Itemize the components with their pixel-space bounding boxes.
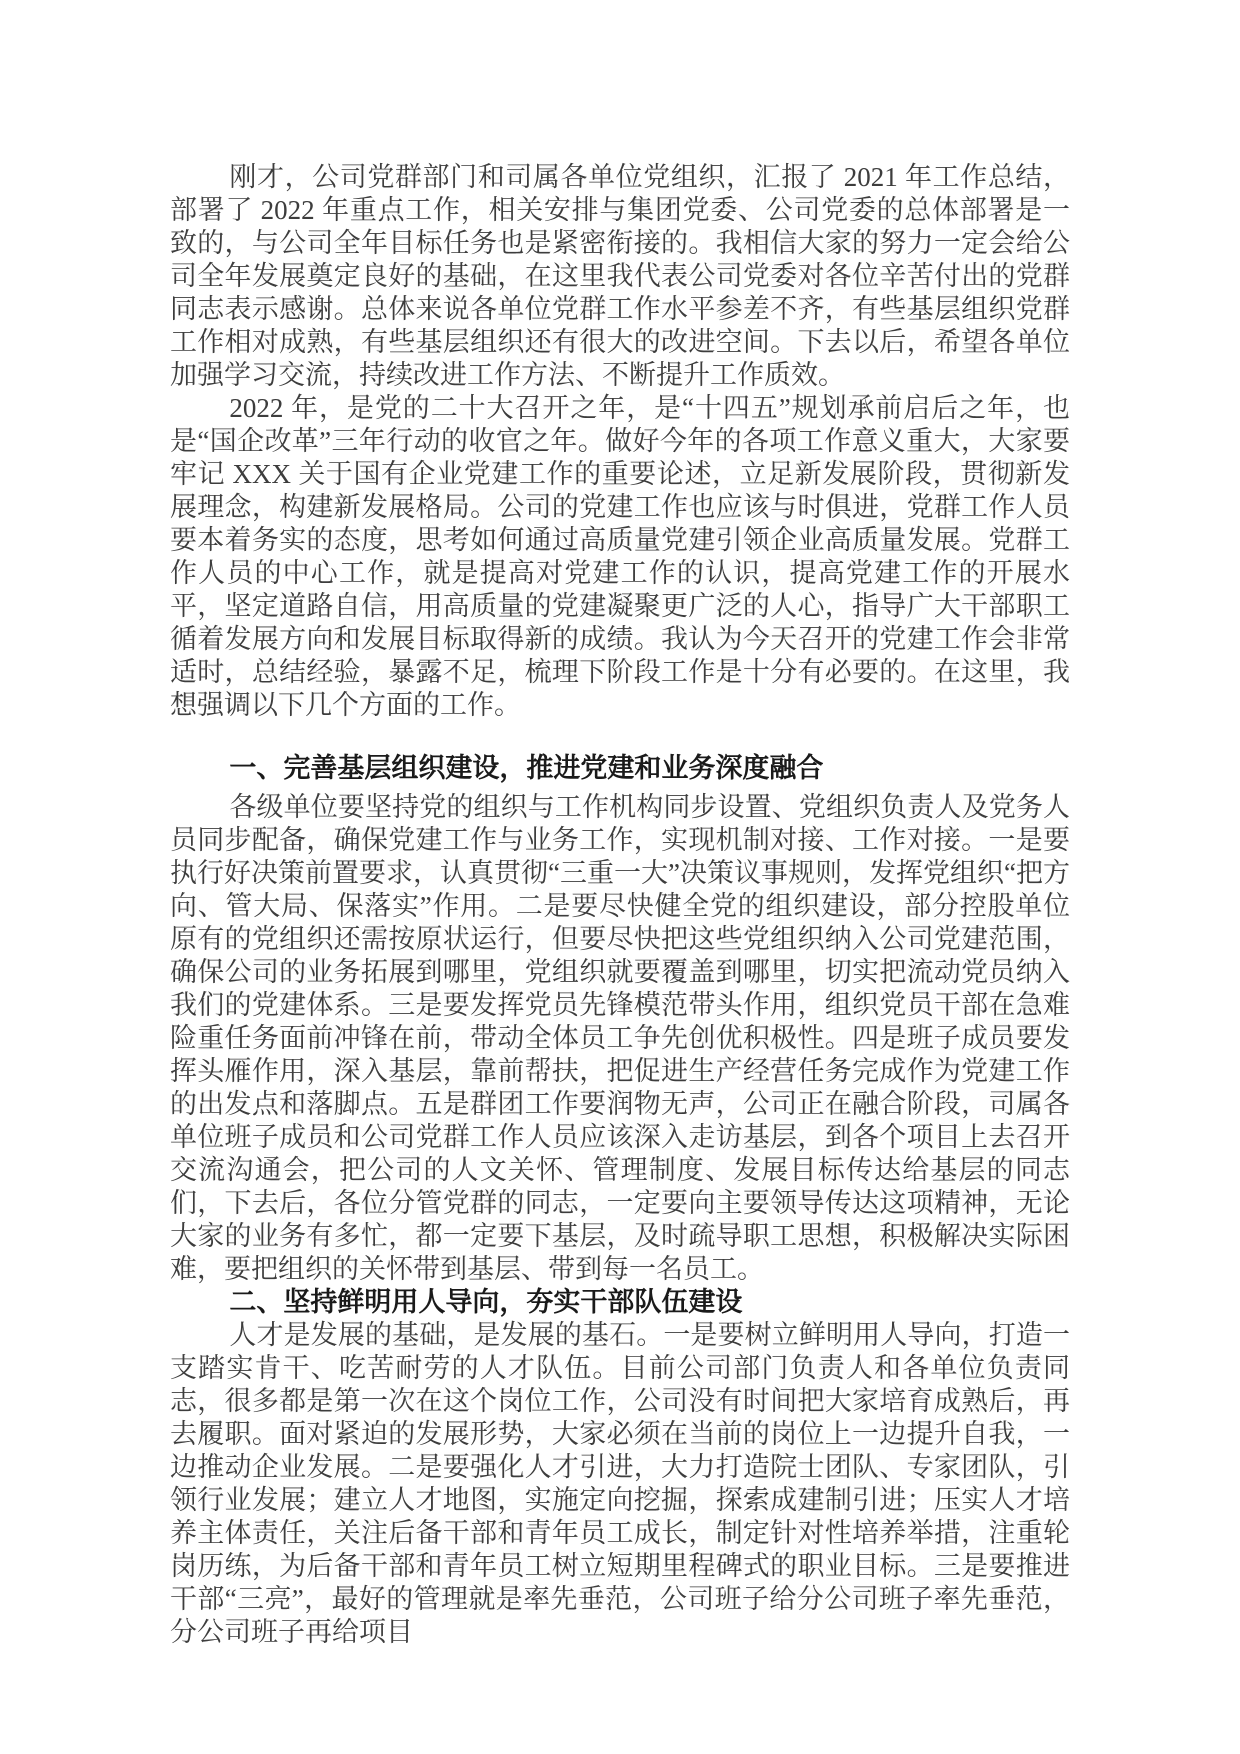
heading-section-1: 一、完善基层组织建设，推进党建和业务深度融合 (229, 753, 824, 783)
heading-section-2: 二、坚持鲜明用人导向，夯实干部队伍建设 (229, 1287, 743, 1317)
paragraph-opening-summary: 刚才，公司党群部门和司属各单位党组织，汇报了 2021 年工作总结，部署了 2022 年重点工作，相关安排与集团党委、公司党委的总体部署是一致的，与公司全年目标任务也是紧密衔接的。我相信大家的努力一定会给公司全年发展奠定良好的基础，在这里我代表公司党委对各位辛苦付出的党群同志表示感谢。总体来说各单位党群工作水平参差不齐，有些基层组织党群工作相对成熟，有些基层组织还有很大的改进空间。下去以后，希望各单位加强学习交流，持续改进工作方法、不断提升工作质效。 (170, 162, 1070, 390)
paragraph-section-2-body: 人才是发展的基础，是发展的基石。一是要树立鲜明用人导向，打造一支踏实肯干、吃苦耐劳的人才队伍。目前公司部门负责人和各单位负责同志，很多都是第一次在这个岗位工作，公司没有时间把大家培育成熟后，再去履职。面对紧迫的发展形势，大家必须在当前的岗位上一边提升自我，一边推动企业发展。二是要强化人才引进，大力打造院士团队、专家团队，引领行业发展；建立人才地图，实施定向挖掘，探索成建制引进；压实人才培养主体责任，关注后备干部和青年员工成长，制定针对性培养举措，注重轮岗历练，为后备干部和青年员工树立短期里程碑式的职业目标。三是要推进干部“三亮”，最好的管理就是率先垂范，公司班子给分公司班子率先垂范，分公司班子再给项目 (170, 1320, 1070, 1647)
paragraph-section-1-body: 各级单位要坚持党的组织与工作机构同步设置、党组织负责人及党务人员同步配备，确保党建工作与业务工作，实现机制对接、工作对接。一是要执行好决策前置要求，认真贯彻“三重一大”决策议事规则，发挥党组织“把方向、管大局、保落实”作用。二是要尽快健全党的组织建设，部分控股单位原有的党组织还需按原状运行，但要尽快把这些党组织纳入公司党建范围，确保公司的业务拓展到哪里，党组织就要覆盖到哪里，切实把流动党员纳入我们的党建体系。三是要发挥党员先锋模范带头作用，组织党员干部在急难险重任务面前冲锋在前，带动全体员工争先创优积极性。四是班子成员要发挥头雁作用，深入基层，靠前帮扶，把促进生产经营任务完成作为党建工作的出发点和落脚点。五是群团工作要润物无声，公司正在融合阶段，司属各单位班子成员和公司党群工作人员应该深入走访基层，到各个项目上去召开交流沟通会，把公司的人文关怀、管理制度、发展目标传达给基层的同志们，下去后，各位分管党群的同志，一定要向主要领导传达这项精神，无论大家的业务有多忙，都一定要下基层，及时疏导职工思想，积极解决实际困难，要把组织的关怀带到基层、带到每一名员工。 (170, 792, 1070, 1284)
paragraph-2022-outlook: 2022 年，是党的二十大召开之年，是“十四五”规划承前启后之年，也是“国企改革”三年行动的收官之年。做好今年的各项工作意义重大，大家要牢记 XXX 关于国有企业党建工作的重要论述，立足新发展阶段，贯彻新发展理念，构建新发展格局。公司的党建工作也应该与时俱进，党群工作人员要本着务实的态度，思考如何通过高质量党建引领企业高质量发展。党群工作人员的中心工作，就是提高对党建工作的认识，提高党建工作的开展水平，坚定道路自信，用高质量的党建凝聚更广泛的人心，指导广大干部职工循着发展方向和发展目标取得新的成绩。我认为今天召开的党建工作会非常适时，总结经验，暴露不足，梳理下阶段工作是十分有必要的。在这里，我想强调以下几个方面的工作。 (170, 393, 1070, 720)
